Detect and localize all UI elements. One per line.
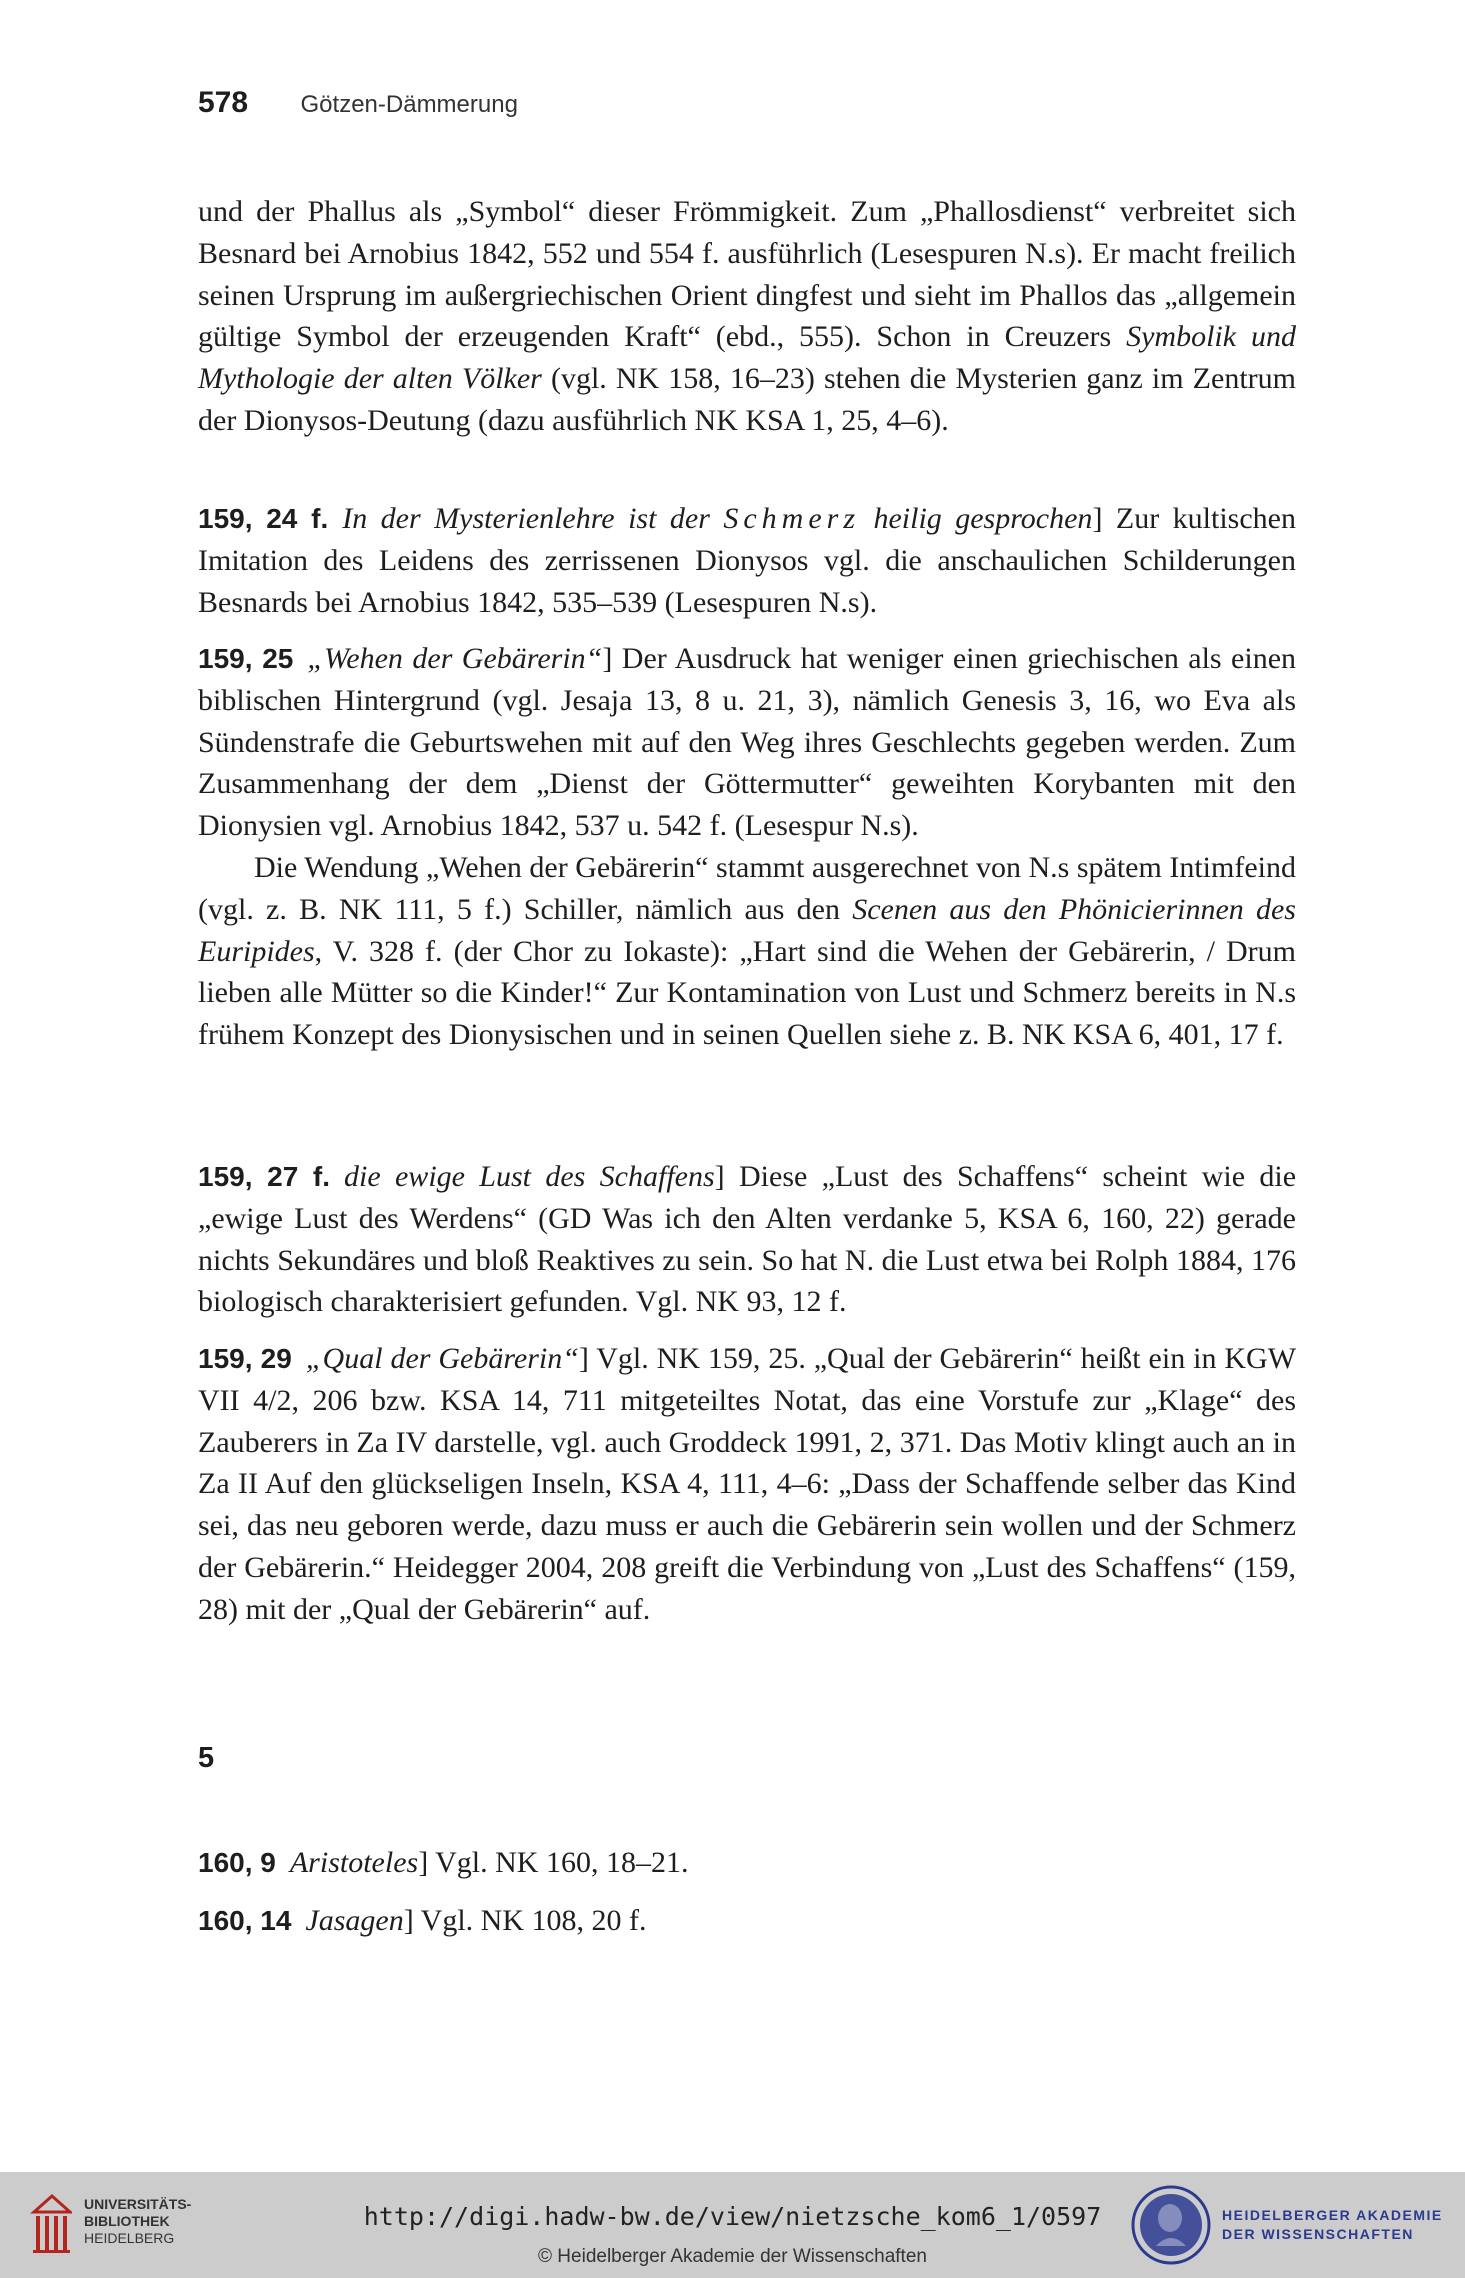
- continuation-text-after: (vgl. NK 158, 16–23) stehen die Mysterien ganz im Zentrum der Dionysos-Deutung (dazu ausführlich NK KSA 1, 25, 4–6).: [198, 362, 1296, 437]
- library-name: UNIVERSITÄTS- BIBLIOTHEK HEIDELBERG: [84, 2196, 192, 2246]
- commentary-entry-159-27: [198, 1156, 1296, 1323]
- commentary-entry-159-29: [198, 1338, 1296, 1631]
- source-url-link[interactable]: http://digi.hadw-bw.de/view/nietzsche_kom6_1/0597: [363, 2202, 1102, 2231]
- commentary-entry-159-24: [198, 498, 1296, 623]
- entry-text: ] Der Ausdruck hat weniger einen griechischen als einen biblischen Hintergrund (vgl. Jesaja 13, 8 u. 21, 3), nämlich Genesis 3, 16, wo Eva als Sündenstrafe die Geburtswehen mit auf den Weg ihres Geschlechts gegeben werden. Zum Zusammenhang der dem „Dienst der Göttermutter“ geweihten Korybanten mit den Dionysien vgl. Arnobius 1842, 537 u. 542 f. (Lesespur N.s).: [198, 642, 1297, 843]
- book-title: Scenen aus den Phönicierinnen des Euripides: [198, 892, 1296, 968]
- running-title: Götzen-Dämmerung: [300, 91, 518, 118]
- lemma-quote: Aristoteles: [289, 1846, 419, 1879]
- lemma-ref: 160, 14: [198, 1905, 292, 1936]
- entry-text: ] Vgl. NK 160, 18–21.: [418, 1846, 689, 1879]
- lemma-ref: 159, 25: [198, 643, 294, 674]
- lemma-ref: 159, 24 f.: [198, 503, 329, 534]
- lemma-ref: 160, 9: [198, 1847, 276, 1878]
- book-title: Symbolik und Mythologie der alten Völker: [198, 320, 1296, 396]
- commentary-entry-160-14: [198, 1900, 1296, 1942]
- academy-name: HEIDELBERGER AKADEMIE DER WISSENSCHAFTEN: [1222, 2207, 1443, 2242]
- lemma-quote: „Wehen der Gebärerin“: [307, 642, 603, 675]
- lemma-quote: die ewige Lust des Schaffens: [344, 1160, 715, 1193]
- page-number: 578: [198, 86, 249, 119]
- page-header: [198, 86, 518, 120]
- continuation-paragraph: [198, 191, 1296, 442]
- section-number: 5: [198, 1742, 215, 1774]
- lemma-quote: In der Mysterienlehre ist der Schmerz heilig gesprochen: [342, 502, 1093, 535]
- entry-text: ] Zur kultischen Imitation des Leidens des zerrissenen Dionysos vgl. die anschaulichen Schilderungen Besnards bei Arnobius 1842, 535–539 (Lesespuren N.s).: [198, 502, 1296, 619]
- commentary-entry-160-9: [198, 1842, 1296, 1884]
- spaced-word: Schmerz: [723, 502, 860, 535]
- entry-text: ] Vgl. NK 159, 25. „Qual der Gebärerin“ heißt ein in KGW VII 4/2, 206 bzw. KSA 14, 711 mitgeteiltes Notat, das eine Vorstufe zur „Klage“ des Zauberers in Za IV darstelle, vgl. auch Groddeck 1991, 2, 371. Das Motiv klingt auch an in Za II Auf den glückseligen Inseln, KSA 4, 111, 4–6: „Dass der Schaffende selber das Kind sei, das neu geboren werde, dazu muss er auch die Gebärerin sein wollen und der Schmerz der Gebärerin.“ Heidegger 2004, 208 greift die Verbindung von „Lust des Schaffens“ (159, 28) mit der „Qual der Gebärerin“ auf.: [198, 1342, 1297, 1626]
- academy-seal-icon: [1130, 2184, 1212, 2266]
- continuation-text: und der Phallus als „Symbol“ dieser Frömmigkeit. Zum „Phallosdienst“ verbreitet sich Besnard bei Arnobius 1842, 552 und 554 f. ausführlich (Lesespuren N.s). Er macht freilich seinen Ursprung im außergriechischen Orient dingfest und sieht im Phallos das „allgemein gültige Symbol der erzeugenden Kraft“ (ebd., 555). Schon in Creuzers: [198, 195, 1296, 354]
- commentary-entry-159-25: [198, 638, 1296, 1056]
- entry-text: Die Wendung „Wehen der Gebärerin“ stammt ausgerechnet von N.s spätem Intimfeind (vgl. z. B. NK 111, 5 f.) Schiller, nämlich aus den: [198, 850, 1296, 926]
- entry-text: , V. 328 f. (der Chor zu Iokaste): „Hart sind die Wehen der Gebärerin, / Drum lieben alle Mütter so die Kinder!“ Zur Kontamination von Lust und Schmerz bereits in N.s frühem Konzept des Dionysischen und in seinen Quellen siehe z. B. NK KSA 6, 401, 17 f.: [198, 934, 1296, 1052]
- entry-text: ] Vgl. NK 108, 20 f.: [403, 1904, 647, 1937]
- lemma-ref: 159, 27 f.: [198, 1161, 330, 1192]
- academy-logo[interactable]: [1130, 2184, 1450, 2268]
- copyright-notice: © Heidelberger Akademie der Wissenschaften: [538, 2246, 927, 2267]
- lemma-ref: 159, 29: [198, 1343, 292, 1374]
- entry-text: ] Diese „Lust des Schaffens“ scheint wie die „ewige Lust des Werdens“ (GD Was ich den Alten verdanke 5, KSA 6, 160, 22) gerade nichts Sekundäres und bloß Reaktives zu sein. So hat N. die Lust etwa bei Rolph 1884, 176 biologisch charakterisiert gefunden. Vgl. NK 93, 12 f.: [198, 1160, 1297, 1319]
- lemma-quote: Jasagen: [305, 1904, 404, 1937]
- lemma-quote: „Qual der Gebärerin“: [305, 1342, 579, 1375]
- footer-bar: [0, 2172, 1465, 2278]
